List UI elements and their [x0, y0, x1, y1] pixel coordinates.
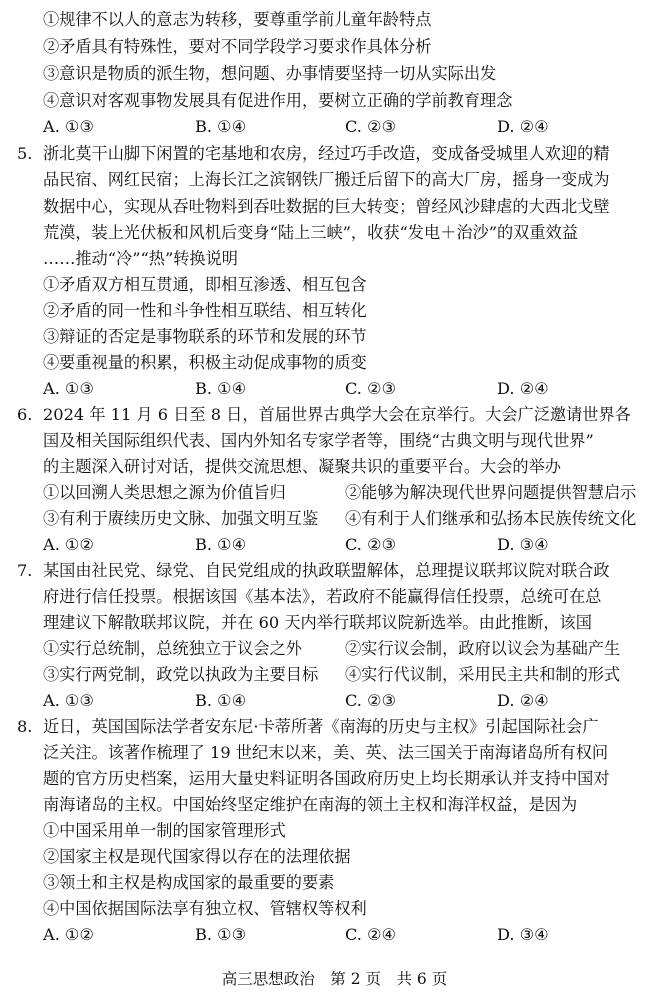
question-stem-line: 2024 年 11 月 6 日至 8 日，首届世界古典学大会在京举行。大会广泛邀请世界各 [43, 405, 631, 424]
option-d: D. ②④ [497, 691, 549, 710]
option-d: D. ③④ [497, 925, 549, 944]
statement: ①中国采用单一制的国家管理形式 [43, 821, 286, 840]
option-c: C. ②④ [345, 925, 397, 944]
question-number: 7. [17, 561, 33, 580]
question-stem-line: 南海诸岛的主权。中国始终坚定维护在南海的领土主权和海洋权益，是因为 [43, 795, 578, 814]
option-a: A. ①② [43, 535, 95, 554]
statement: ③辩证的否定是事物联系的环节和发展的环节 [43, 327, 367, 346]
statement: ④意识对客观事物发展具有促进作用，要树立正确的学前教育理念 [43, 91, 513, 110]
statement: ④中国依据国际法享有独立权、管辖权等权利 [43, 899, 367, 918]
statement: ③有利于赓续历史文脉、加强文明互鉴 [43, 509, 319, 528]
option-b: B. ①④ [195, 535, 247, 554]
statement: ①实行总统制，总统独立于议会之外 [43, 639, 302, 658]
option-b: B. ①④ [195, 691, 247, 710]
option-d: D. ②④ [497, 379, 549, 398]
option-c: C. ②③ [345, 117, 397, 136]
option-c: C. ②③ [345, 535, 397, 554]
option-a: A. ①③ [43, 117, 95, 136]
statement: ①矛盾双方相互贯通，即相互渗透、相互包含 [43, 275, 367, 294]
statement: ①以回溯人类思想之源为价值旨归 [43, 483, 286, 502]
option-a: A. ①③ [43, 691, 95, 710]
statement: ②能够为解决现代世界问题提供智慧启示 [345, 483, 637, 502]
question-stem-line: 题的官方历史档案，运用大量史料证明各国政府历史上均长期承认并支持中国对 [43, 769, 610, 788]
statement: ③实行两党制，政党以执政为主要目标 [43, 665, 319, 684]
question-stem-line: 浙北莫干山脚下闲置的宅基地和农房，经过巧手改造，变成备受城里人欢迎的精 [43, 144, 610, 163]
statement: ①规律不以人的意志为转移，要尊重学前儿童年龄特点 [43, 10, 432, 29]
option-c: C. ②③ [345, 379, 397, 398]
question-stem-line: 数据中心，实现从吞吐物料到吞吐数据的巨大转变；曾经风沙肆虐的大西北戈壁 [43, 197, 610, 216]
question-stem-line: 的主题深入研讨对话，提供交流思想、凝聚共识的重要平台。大会的举办 [43, 457, 561, 476]
option-d: D. ③④ [497, 535, 549, 554]
question-number: 6. [17, 405, 33, 424]
question-stem-line: 荒漠，装上光伏板和风机后变身“陆上三峡”，收获“发电＋治沙”的双重效益 [43, 223, 578, 242]
question-stem-line: 国及相关国际组织代表、国内外知名专家学者等，围绕“古典文明与现代世界” [43, 431, 594, 450]
page-footer: 高三思想政治 第 2 页 共 6 页 [221, 970, 448, 988]
statement: ④有利于人们继承和弘扬本民族传统文化 [345, 509, 637, 528]
statement: ③意识是物质的派生物，想问题、办事情要坚持一切从实际出发 [43, 64, 497, 83]
option-a: A. ①② [43, 925, 95, 944]
question-number: 5. [17, 144, 33, 163]
option-c: C. ②③ [345, 691, 397, 710]
question-stem-line: 某国由社民党、绿党、自民党组成的执政联盟解体，总理提议联邦议院对联合政 [43, 561, 610, 580]
question-stem-line: 品民宿、网红民宿；上海长江之滨钢铁厂搬迁后留下的高大厂房，摇身一变成为 [43, 170, 610, 189]
option-a: A. ①③ [43, 379, 95, 398]
question-stem-line: 府进行信任投票。根据该国《基本法》，若政府不能赢得信任投票，总统可在总 [43, 587, 602, 606]
statement: ②实行议会制，政府以议会为基础产生 [345, 639, 621, 658]
statement: ④要重视量的积累，积极主动促成事物的质变 [43, 353, 367, 372]
question-stem-line: 泛关注。该著作梳理了 19 世纪末以来，美、英、法三国关于南海诸岛所有权问 [43, 743, 609, 762]
option-d: D. ②④ [497, 117, 549, 136]
option-b: B. ①④ [195, 117, 247, 136]
option-b: B. ①③ [195, 925, 247, 944]
statement: ④实行代议制，采用民主共和制的形式 [345, 665, 621, 684]
question-stem-line: ……推动“冷”“热”转换说明 [43, 249, 238, 268]
statement: ②矛盾的同一性和斗争性相互联结、相互转化 [43, 301, 367, 320]
statement: ②矛盾具有特殊性，要对不同学段学习要求作具体分析 [43, 37, 432, 56]
statement: ③领土和主权是构成国家的最重要的要素 [43, 873, 335, 892]
option-b: B. ①④ [195, 379, 247, 398]
statement: ②国家主权是现代国家得以存在的法理依据 [43, 847, 351, 866]
question-number: 8. [17, 717, 33, 736]
question-stem-line: 理建议下解散联邦议院，并在 60 天内举行联邦议院新选举。由此推断，该国 [43, 613, 592, 632]
question-stem-line: 近日，英国国际法学者安东尼·卡蒂所著《南海的历史与主权》引起国际社会广 [43, 717, 599, 736]
